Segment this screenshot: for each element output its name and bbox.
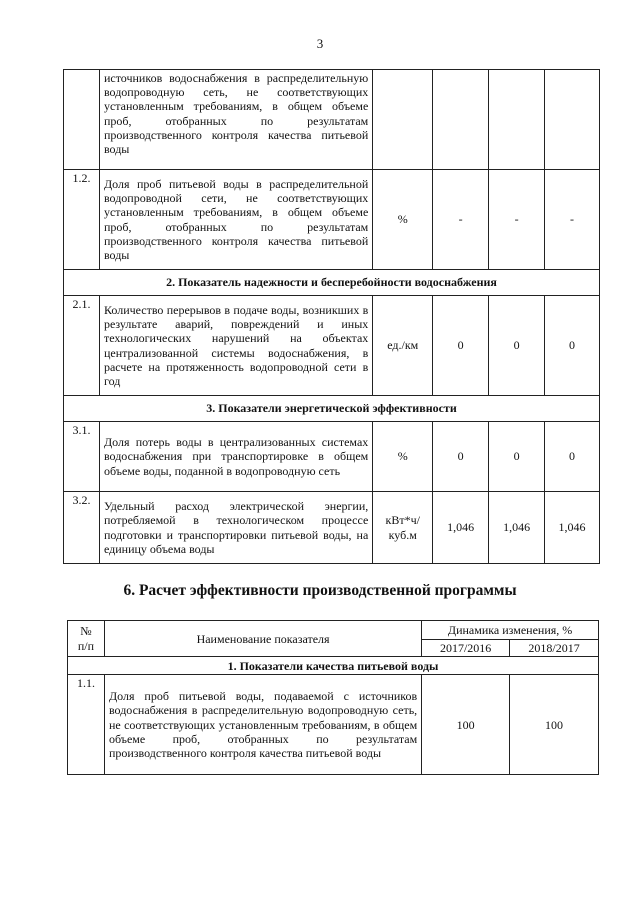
row-value-1: 1,046 [433, 492, 489, 564]
row-value-2 [489, 70, 545, 170]
section-title: 6. Расчет эффективности производственной программы [123, 582, 517, 599]
table-row [64, 170, 600, 270]
row-value-3 [545, 70, 600, 170]
row-unit [373, 492, 433, 564]
row-unit [373, 70, 433, 170]
row-description: источников водоснабжения в распределительную водопроводную сеть, не соответствующих установленным требованиям, в общем объеме проб, отобранных по результатам производственного контроля качества питьевой воды [99, 70, 372, 170]
table-row [64, 296, 600, 396]
header-row [68, 621, 599, 640]
row-description: Количество перерывов в подаче воды, возникших в результате аварий, повреждений и иных технологических нарушений на объектах централизованной системы водоснабжения, в расчете на протяженность водопроводной сети в год [99, 296, 372, 396]
row-value-2: 0 [489, 296, 545, 396]
row-number: 2.1. [64, 296, 100, 396]
head-year-2: 2018/2017 [510, 640, 599, 657]
row-value-2: 1,046 [489, 492, 545, 564]
row-number: 1.1. [68, 675, 105, 775]
row-unit: ед./км [373, 296, 433, 396]
head-dynamics: Динамика изменения, % [422, 621, 599, 640]
row-number: 3.1. [64, 422, 100, 492]
head-number [68, 621, 105, 657]
indicators-table [63, 69, 600, 564]
table-row [64, 492, 600, 564]
table-row [64, 422, 600, 492]
section-header: 1. Показатели качества питьевой воды [68, 657, 599, 675]
unit-line-2: куб.м [388, 527, 417, 542]
row-number [64, 70, 100, 170]
page-number: 3 [316, 36, 324, 51]
row-description: Доля проб питьевой воды, подаваемой с источников водоснабжения в распределительную водопроводную сеть, не соответствующих установленным требованиям, в общем объеме проб, отобранных по результатам производственного контроля качества питьевой воды [104, 675, 421, 775]
row-unit: % [373, 170, 433, 270]
table-row [64, 70, 600, 170]
head-year-1: 2017/2016 [422, 640, 510, 657]
unit-line-1: кВт*ч/ [385, 513, 420, 528]
row-value-3: 0 [545, 422, 600, 492]
section-header-row [64, 396, 600, 422]
row-value-1: 100 [422, 675, 510, 775]
row-value-3: - [545, 170, 600, 270]
row-number: 1.2. [64, 170, 100, 270]
section-header-row [68, 657, 599, 675]
row-description: Удельный расход электрической энергии, потребляемой в технологическом процессе подготовки и транспортировки питьевой воды, на единицу объема воды [99, 492, 372, 564]
row-value-1: 0 [433, 296, 489, 396]
row-value-2: - [489, 170, 545, 270]
head-number-line-2: п/п [77, 638, 95, 653]
row-value-1: - [433, 170, 489, 270]
row-value-2: 100 [510, 675, 599, 775]
row-description: Доля потерь воды в централизованных системах водоснабжения при транспортировке в общем объеме воды, поданной в водопроводную сеть [99, 422, 372, 492]
table-row [68, 675, 599, 775]
row-value-1: 0 [433, 422, 489, 492]
row-value-3: 0 [545, 296, 600, 396]
row-description: Доля проб питьевой воды в распределительной водопроводной сети, не соответствующих установленным требованиям, в общем объеме проб, отобранных по результатам производственного контроля качества питьевой воды [99, 170, 372, 270]
row-value-2: 0 [489, 422, 545, 492]
row-value-1 [433, 70, 489, 170]
head-number-line-1: № [80, 624, 92, 639]
efficiency-table [67, 620, 599, 775]
section-header: 3. Показатели энергетической эффективности [64, 396, 600, 422]
row-unit: % [373, 422, 433, 492]
row-value-3: 1,046 [545, 492, 600, 564]
row-number: 3.2. [64, 492, 100, 564]
section-header-row [64, 270, 600, 296]
head-name: Наименование показателя [104, 621, 421, 657]
section-header: 2. Показатель надежности и бесперебойности водоснабжения [64, 270, 600, 296]
